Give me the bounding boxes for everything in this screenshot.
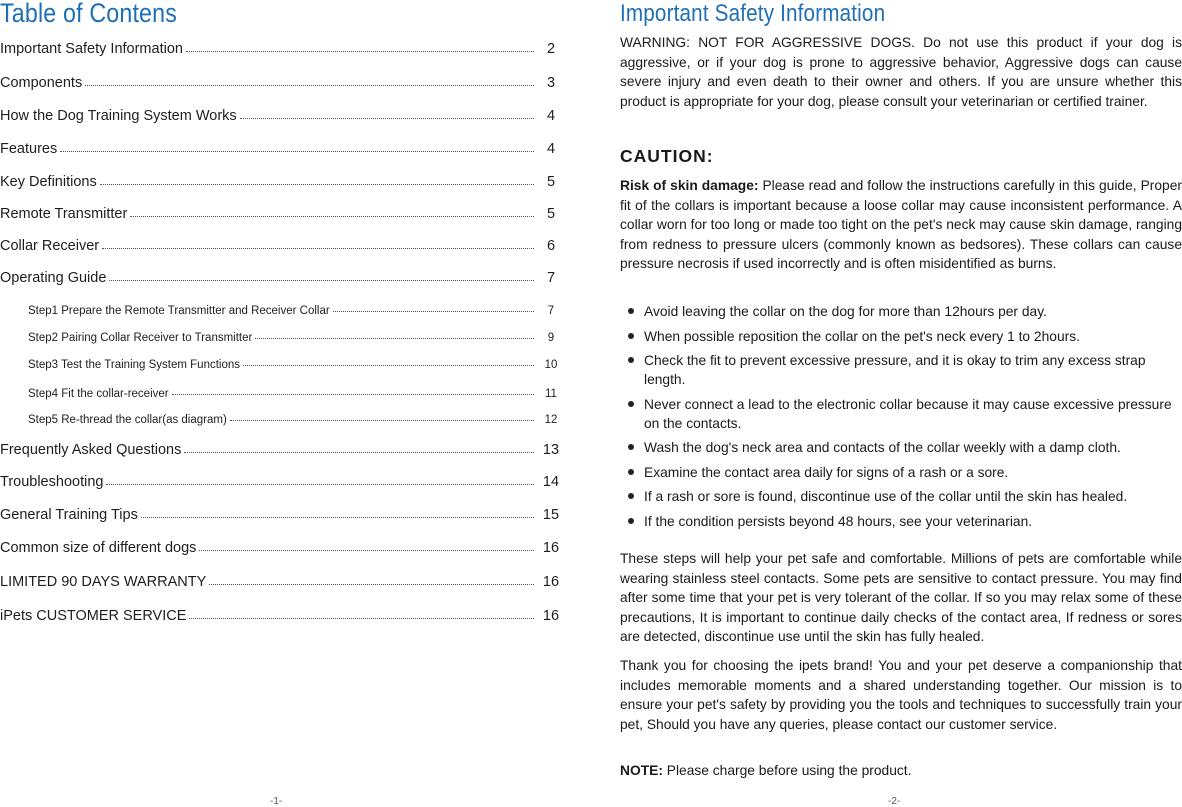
toc-entry-label: Key Definitions (0, 174, 97, 190)
precaution-text: Wash the dog's neck area and contacts of the collar weekly with a damp cloth. (644, 440, 1121, 455)
precaution-text: Check the fit to prevent excessive pressure, and it is okay to trim any excess strap length. (644, 353, 1146, 387)
precaution-text: If the condition persists beyond 48 hours, see your veterinarian. (644, 513, 1033, 529)
toc-entry-label: Step3 Test the Training System Functions (28, 359, 241, 371)
toc-leader-dots (255, 338, 534, 339)
risk-label: Risk of skin damage: (620, 178, 759, 193)
bullet-dot-icon (628, 308, 634, 314)
precaution-text: If a rash or sore is found, discontinue use of the collar until the skin has healed. (644, 489, 1128, 504)
toc-entry-label: General Training Tips (0, 507, 138, 523)
toc-entry-label: Remote Transmitter (0, 206, 128, 222)
safety-page (620, 0, 1182, 807)
precaution-list (628, 302, 1182, 536)
toc-entry-label: LIMITED 90 DAYS WARRANTY (0, 574, 207, 590)
toc-entry (0, 604, 562, 624)
toc-leader-dots (184, 452, 534, 453)
note-label: NOTE: (620, 763, 663, 778)
toc-entry-page: 12 (544, 414, 558, 426)
toc-entry-page: 16 (542, 540, 560, 556)
toc-entry-page: 16 (542, 608, 560, 624)
toc-entry-page: 4 (546, 108, 556, 124)
toc-entry (0, 266, 562, 286)
toc-entry-label: Important Safety Information (0, 41, 183, 57)
toc-entry-page: 2 (546, 41, 556, 57)
toc-entry-page: 11 (545, 388, 557, 400)
precaution-text: When possible reposition the collar on the pet's neck every 1 to 2hours. (644, 328, 1080, 344)
toc-leader-dots (141, 517, 534, 518)
toc-entry (0, 503, 562, 523)
toc-entry-page: 7 (547, 305, 555, 317)
toc-entry (0, 570, 562, 590)
toc-entry-page: 15 (542, 507, 560, 523)
toc-leader-dots (172, 394, 534, 395)
toc-entry-label: Step5 Re-thread the collar(as diagram) (28, 414, 227, 426)
toc-page (0, 0, 580, 807)
toc-entry (0, 170, 562, 190)
toc-entry-page: 14 (542, 474, 560, 490)
toc-entry-page: 5 (546, 206, 556, 222)
toc-entry (0, 234, 562, 254)
toc-leader-dots (85, 85, 534, 86)
toc-entry-label: Common size of different dogs (0, 540, 197, 556)
page-number-left: -1- (270, 796, 283, 807)
toc-entry (28, 380, 562, 400)
note-paragraph (620, 761, 1182, 781)
safety-title: Important Safety Information (620, 0, 886, 27)
toc-entry-page: 13 (542, 442, 560, 458)
toc-entry-label: Step4 Fit the collar-receiver (28, 388, 169, 400)
toc-entry (0, 438, 562, 458)
toc-entry-label: Troubleshooting (0, 474, 104, 490)
precaution-item (628, 395, 1182, 433)
precaution-item (628, 463, 1182, 482)
precaution-item (628, 302, 1182, 321)
bullet-dot-icon (628, 401, 634, 407)
toc-entry-label: Step2 Pairing Collar Receiver to Transmitter (28, 332, 253, 344)
precaution-text: Never connect a lead to the electronic collar because it may cause excessive pressure on the contacts. (644, 396, 1172, 431)
toc-leader-dots (189, 618, 534, 619)
page-number-right: -2- (888, 796, 901, 807)
toc-leader-dots (102, 248, 534, 249)
caution-heading: CAUTION: (620, 146, 714, 166)
toc-leader-dots (106, 484, 534, 485)
thanks-paragraph: Thank you for choosing the ipets brand! You and your pet deserve a companionship that includes memorable moments and a shared understanding together. Our mission is to ensure your pet's safety by providing you the tools and techniques to successfully train your pet, Should you have any queries, please contact our customer service. (620, 658, 1182, 732)
toc-entry (28, 297, 562, 317)
toc-leader-dots (230, 420, 534, 421)
bullet-dot-icon (628, 444, 634, 450)
toc-leader-dots (60, 151, 534, 152)
toc-entry-label: Operating Guide (0, 270, 107, 286)
toc-leader-dots (100, 184, 534, 185)
toc-entry (28, 406, 562, 426)
precaution-item (628, 438, 1182, 457)
toc-entry (0, 536, 562, 556)
warning-paragraph: WARNING: NOT FOR AGGRESSIVE DOGS. Do not use this product if your dog is aggressive, or if your dog is prone to aggressive behavior, Aggressive dogs can cause severe injury and even death to their owner and others. If you are unsure whether this product is appropriate for your dog, please consult your veterinarian or certified trainer. (620, 35, 1182, 109)
toc-entry-label: iPets CUSTOMER SERVICE (0, 608, 187, 624)
toc-entry (0, 137, 562, 157)
steps-paragraph: These steps will help your pet safe and comfortable. Millions of pets are comfortable while wearing stainless steel contacts. Some pets are sensitive to contact pressure. You may find after some time that your pet is very tolerant of the collar. If so you may relax some of these precautions, It is important to continue daily checks of the contact area, If redness or sores are detected, discontinue use until the skin has fully healed. (620, 551, 1182, 644)
precaution-item (628, 327, 1182, 346)
bullet-dot-icon (628, 469, 634, 475)
toc-entry-page: 3 (546, 75, 556, 91)
toc-entry (0, 71, 562, 91)
toc-title: Table of Contens (0, 0, 178, 28)
bullet-dot-icon (628, 493, 634, 499)
toc-leader-dots (243, 365, 534, 366)
toc-entry-label: Collar Receiver (0, 238, 100, 254)
note-text: Please charge before using the product. (662, 763, 912, 778)
risk-text: Please read and follow the instructions carefully in this guide, Proper fit of the collars is important because a loose collar may cause inconsistent performance. A collar worn for too long or made too tight on the pet's neck may cause skin damage, ranging from redness to pressure ulcers (commonly known as bedsores). These collars can cause pressure necrosis if used incorrectly and is often misidentified as burns. (620, 178, 1182, 271)
toc-leader-dots (199, 550, 534, 551)
toc-entry (28, 324, 562, 344)
toc-entry (0, 202, 562, 222)
toc-entry-page: 9 (547, 332, 555, 344)
toc-entry-label: Features (0, 141, 58, 157)
toc-entry (0, 104, 562, 124)
toc-entry-page: 5 (546, 174, 556, 190)
toc-leader-dots (209, 584, 534, 585)
bullet-dot-icon (628, 357, 634, 363)
toc-entry-label: How the Dog Training System Works (0, 108, 237, 124)
toc-entry-page: 10 (544, 359, 558, 371)
toc-entry-page: 4 (546, 141, 556, 157)
toc-entry-page: 7 (546, 270, 556, 286)
precaution-item (628, 487, 1182, 506)
precaution-item (628, 351, 1182, 389)
bullet-dot-icon (628, 518, 634, 524)
toc-entry (0, 470, 562, 490)
toc-leader-dots (109, 280, 534, 281)
precaution-text: Examine the contact area daily for signs of a rash or a sore. (644, 464, 1009, 480)
toc-entry (0, 37, 562, 57)
toc-entry-label: Frequently Asked Questions (0, 442, 182, 458)
toc-entry-page: 16 (542, 574, 560, 590)
bullet-dot-icon (628, 333, 634, 339)
toc-entry (28, 351, 562, 371)
toc-leader-dots (186, 51, 534, 52)
toc-leader-dots (333, 311, 534, 312)
precaution-text: Avoid leaving the collar on the dog for more than 12hours per day. (644, 304, 1047, 319)
toc-leader-dots (240, 118, 534, 119)
toc-entry-label: Step1 Prepare the Remote Transmitter and Receiver Collar (28, 305, 330, 317)
toc-leader-dots (130, 216, 534, 217)
precaution-item (628, 512, 1182, 531)
toc-entry-label: Components (0, 75, 83, 91)
toc-entry-page: 6 (546, 238, 556, 254)
risk-paragraph (620, 176, 1182, 274)
